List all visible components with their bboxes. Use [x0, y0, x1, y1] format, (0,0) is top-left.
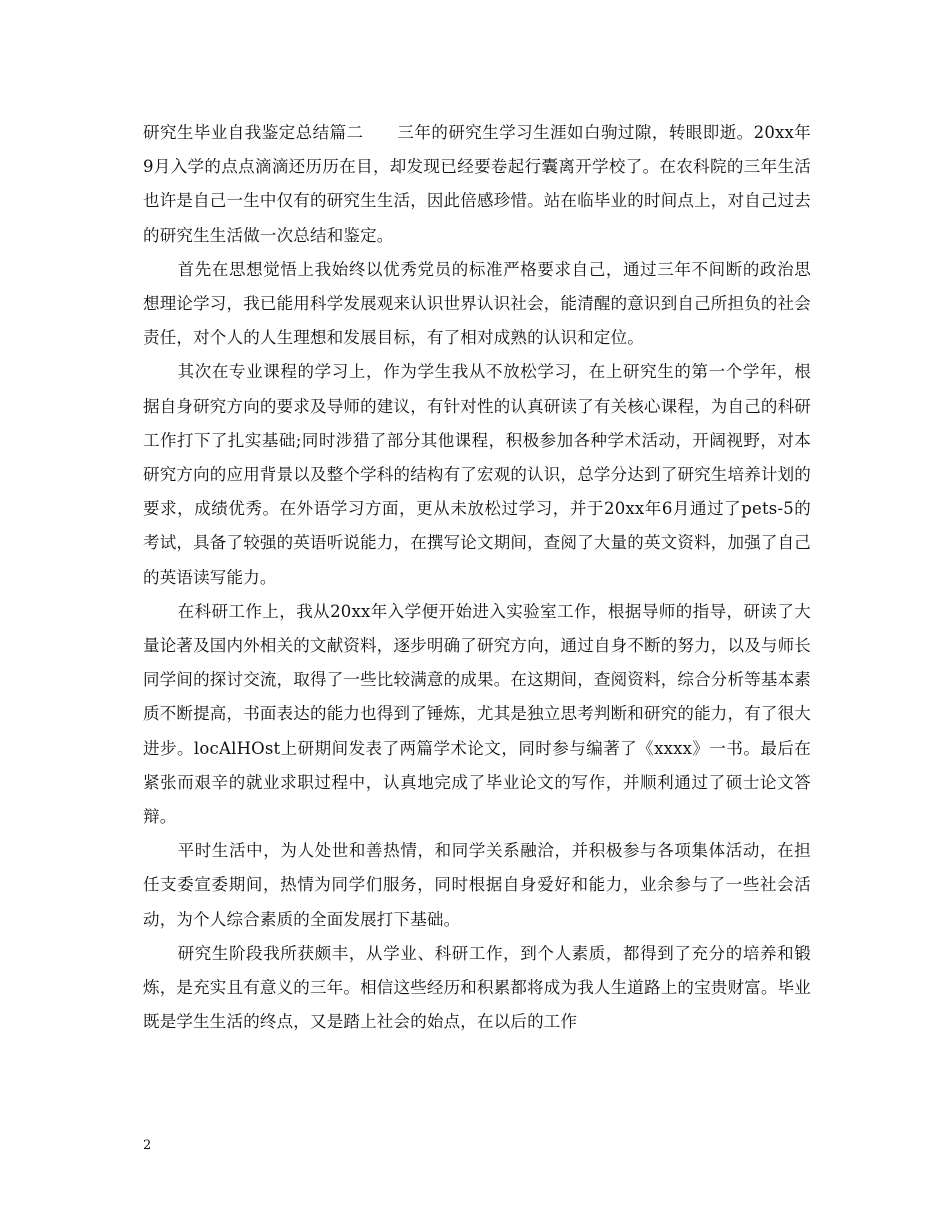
paragraph-daily-life: 平时生活中，为人处世和善热情，和同学关系融洽，并积极参与各项集体活动，在担任支委宣委期间，热情为同学们服务，同时根据自身爱好和能力，业余参与了一些社会活动，为个人综合素质的全面发展打下基础。 — [143, 841, 811, 929]
page-number: 2 — [143, 1138, 152, 1153]
paragraph-conclusion: 研究生阶段我所获颇丰，从学业、科研工作，到个人素质，都得到了充分的培养和锻炼，是充实且有意义的三年。相信这些经历和积累都将成为我人生道路上的宝贵财富。毕业既是学生生活的终点，又是踏上社会的始点，在以后的工作 — [143, 943, 811, 1032]
document-body — [143, 116, 811, 1039]
paragraph-coursework: 其次在专业课程的学习上，作为学生我从不放松学习，在上研究生的第一个学年，根据自身研究方向的要求及导师的建议，有针对性的认真研读了有关核心课程，为自己的科研工作打下了扎实基础;同时涉猎了部分其他课程，积极参加各种学术活动，开阔视野，对本研究方向的应用背景以及整个学科的结构有了宏观的认识，总学分达到了研究生培养计划的要求，成绩优秀。在外语学习方面，更从未放松过学习，并于20xx年6月通过了pets-5的考试，具备了较强的英语听说能力，在撰写论文期间，查阅了大量的英文资料，加强了自己的英语读写能力。 — [143, 362, 811, 587]
paragraph-intro: 研究生毕业自我鉴定总结篇二 三年的研究生学习生涯如白驹过隙，转眼即逝。20xx年9月入学的点点滴滴还历历在目，却发现已经要卷起行囊离开学校了。在农科院的三年生活也许是自己一生中仅有的研究生生活，因此倍感珍惜。站在临毕业的时间点上，对自己过去的研究生生活做一次总结和鉴定。 — [143, 123, 811, 245]
paragraph-ideology: 首先在思想觉悟上我始终以优秀党员的标准严格要求自己，通过三年不间断的政治思想理论学习，我已能用科学发展观来认识世界认识社会，能清醒的意识到自己所担负的社会责任，对个人的人生理想和发展目标，有了相对成熟的认识和定位。 — [143, 259, 811, 348]
paragraph-research: 在科研工作上，我从20xx年入学便开始进入实验室工作，根据导师的指导，研读了大量论著及国内外相关的文献资料，逐步明确了研究方向，通过自身不断的努力，以及与师长同学间的探讨交流，取得了一些比较满意的成果。在这期间，查阅资料，综合分析等基本素质不断提高，书面表达的能力也得到了锤炼，尤其是独立思考判断和研究的能力，有了很大进步。locAlHOst上研期间发表了两篇学术论文，同时参与编著了《xxxx》一书。最后在紧张而艰辛的就业求职过程中，认真地完成了毕业论文的写作，并顺利通过了硕士论文答辩。 — [143, 601, 811, 827]
